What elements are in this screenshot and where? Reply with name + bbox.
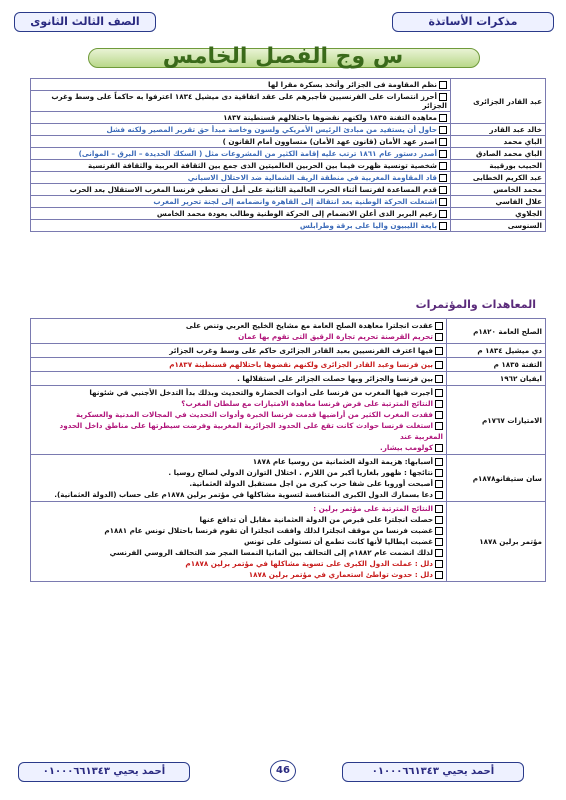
treaty-line bbox=[34, 467, 443, 478]
treaty-line-text: النتائج المترتبة على فرض فرنسا معاهدة الامتيازات مع سلطان المغرب؟ bbox=[181, 399, 433, 408]
figure-name: محمد الخامس bbox=[451, 184, 546, 196]
figure-row bbox=[31, 184, 546, 196]
checkbox-icon bbox=[435, 389, 443, 397]
treaty-line bbox=[34, 514, 443, 525]
figure-name: الجلاوي bbox=[451, 208, 546, 220]
treaty-row bbox=[31, 344, 546, 358]
figure-name: السنوسى bbox=[451, 220, 546, 232]
footer-left: أحمد يحيي ٠١٠٠٠٦٦١٣٤٣ bbox=[18, 762, 190, 782]
checkbox-icon bbox=[435, 333, 443, 341]
treaty-line bbox=[34, 456, 443, 467]
treaties-table bbox=[30, 318, 546, 582]
treaty-label: ايفيان ١٩٦٢ bbox=[447, 372, 546, 386]
figure-line: قاد المقاومة المغربية في منطقة الريف الشمالية ضد الاحتلال الاسباني bbox=[31, 172, 451, 184]
treaty-body bbox=[31, 358, 447, 372]
figure-line: اشتغلت الحركة الوطنية بعد انتقالة إلى القاهرة وانضمامه إلى لجنة تحرير المغرب bbox=[31, 196, 451, 208]
figure-row bbox=[31, 196, 546, 208]
figure-row bbox=[31, 148, 546, 160]
treaty-line-text: استغلت فرنسا حوادث كانت تقع على الحدود الجزائرية المغربية وفرضت سيطرتها على مناطق داخل الحدود المغربية عند bbox=[59, 421, 443, 441]
header-right-label: مذكرات الأساتذة bbox=[392, 12, 554, 32]
checkbox-icon bbox=[435, 322, 443, 330]
figure-row bbox=[31, 220, 546, 232]
figure-name: عبد الكريم الخطابى bbox=[451, 172, 546, 184]
figure-name: علال الفاسي bbox=[451, 196, 546, 208]
treaty-row bbox=[31, 319, 546, 344]
figure-line: زعيم البربر الذى أعلن الانضمام إلى الحركة الوطنية وطالب بعودة محمد الخامس bbox=[31, 208, 451, 220]
figure-line: قدم المساعدة لفرنسا أثناء الحرب العالمية الثانية على أمل أن تعطي فرنسا المغرب الاستقلال بعد الحرب bbox=[31, 184, 451, 196]
treaty-line-text: أجبرت فيها المغرب من فرنسا على أدوات الحضارة والتحديث وبذلك بدأ التدخل الأجنبي في شئونها bbox=[89, 388, 433, 397]
checkbox-icon bbox=[435, 422, 443, 430]
section-title-treaties: المعاهدات والمؤتمرات bbox=[415, 298, 536, 311]
treaty-body bbox=[31, 502, 447, 582]
treaty-label: سان ستيفانو١٨٧٨م bbox=[447, 455, 546, 502]
figure-name: عبد القادر الجزائرى bbox=[451, 79, 546, 124]
checkbox-icon bbox=[435, 411, 443, 419]
treaty-label: الصلح العامة ١٨٢٠م bbox=[447, 319, 546, 344]
treaty-line bbox=[34, 442, 443, 453]
treaty-line bbox=[34, 558, 443, 569]
figure-name: الباي محمد الصادق bbox=[451, 148, 546, 160]
treaty-line bbox=[34, 536, 443, 547]
treaty-row bbox=[31, 502, 546, 582]
treaty-body bbox=[31, 455, 447, 502]
header-left-label: الصف الثالث الثانوى bbox=[14, 12, 156, 32]
treaty-body bbox=[31, 319, 447, 344]
treaty-line-text: لذلك انضمت عام ١٨٨٢م إلى التحالف بين ألمانيا النمسا المجر ضد التحالف الروسي الفرنسي bbox=[109, 548, 433, 557]
checkbox-icon bbox=[439, 186, 447, 194]
checkbox-icon bbox=[439, 210, 447, 218]
treaty-row bbox=[31, 358, 546, 372]
figure-row bbox=[31, 124, 546, 136]
checkbox-icon bbox=[435, 571, 443, 579]
treaty-line bbox=[34, 331, 443, 342]
treaty-line bbox=[34, 320, 443, 331]
figure-line: اصدر عهد الأمان (قانون عهد الأمان) متساوون أمام القانون ) bbox=[31, 136, 451, 148]
checkbox-icon bbox=[435, 505, 443, 513]
treaty-row bbox=[31, 386, 546, 455]
checkbox-icon bbox=[439, 81, 447, 89]
figure-line: بايعة الليبيون واليا على برقة وطرابلس bbox=[31, 220, 451, 232]
treaty-line-text: غضبت فرنسا من موقف انجلترا لذلك وافقت انجلترا أن تقوم فرنسا باحتلال تونس عام ١٨٨١م bbox=[104, 526, 433, 535]
checkbox-icon bbox=[439, 162, 447, 170]
figure-row bbox=[31, 208, 546, 220]
checkbox-icon bbox=[435, 361, 443, 369]
checkbox-icon bbox=[435, 469, 443, 477]
checkbox-icon bbox=[439, 138, 447, 146]
checkbox-icon bbox=[439, 174, 447, 182]
treaty-line-text: أسبابها: هزيمة الدولة العثمانية من روسيا عام ١٨٧٨ bbox=[252, 457, 433, 466]
checkbox-icon bbox=[439, 198, 447, 206]
checkbox-icon bbox=[435, 560, 443, 568]
treaty-line-text: فيها اعترف الفرنسيين بعبد القادر الجزائرى حاكم على وسط وغرب الجزائر bbox=[169, 346, 433, 355]
treaty-line-text: النتائج المترتبة على مؤتمر برلين : bbox=[313, 504, 433, 513]
treaty-line bbox=[34, 569, 443, 580]
figure-line: أحرز انتصارات على الفرنسيين فأجبرهم على عقد اتفاقية دى ميشيل ١٨٣٤ اعترفوا به حاكماً على وسط وغرب الجزائر bbox=[31, 91, 451, 112]
treaty-label: دي ميشيل ١٨٣٤ م bbox=[447, 344, 546, 358]
treaty-line-text: فقدت المغرب الكثير من أراضيها قدمت فرنسا الخبرة وأدوات التحديث في المجالات المدنية والعسكرية bbox=[75, 410, 433, 419]
treaty-label: مؤتمر برلين ١٨٧٨ bbox=[447, 502, 546, 582]
checkbox-icon bbox=[435, 491, 443, 499]
treaty-line-text: تحريم القرصنة تحريم تجارة الرقيق التى تقوم بها عمان bbox=[238, 332, 433, 341]
checkbox-icon bbox=[439, 114, 447, 122]
figure-row bbox=[31, 172, 546, 184]
figure-line: حاول أن يستفيد من مبادئ الرئيس الأمريكي ولسون وخاصة مبدأ حق تقرير المصير ولكنه فشل bbox=[31, 124, 451, 136]
figure-line: أصدر دستور عام ١٨٦١ ترتب عليه إقامة الكثير من المشروعات مثل ( السكك الحديدة – البرق – الموانى) bbox=[31, 148, 451, 160]
treaty-line bbox=[34, 373, 443, 384]
treaty-line bbox=[34, 489, 443, 500]
treaty-line bbox=[34, 420, 443, 442]
checkbox-icon bbox=[435, 527, 443, 535]
checkbox-icon bbox=[439, 93, 447, 101]
treaty-line-text: كولومب بيشار. bbox=[380, 443, 433, 452]
checkbox-icon bbox=[435, 400, 443, 408]
figure-row bbox=[31, 136, 546, 148]
treaty-line bbox=[34, 398, 443, 409]
treaty-line-text: دلل : عملت الدول الكبرى على تسوية مشاكلها في مؤتمر برلين ١٨٧٨م bbox=[185, 559, 433, 568]
treaty-line-text: أصبحت أوروبا على شفا حرب كبرى من اجل مستقبل الدولة العثمانية. bbox=[189, 479, 433, 488]
figure-name: الحبيب بورقيبة bbox=[451, 160, 546, 172]
treaty-line-text: بين فرنسا وعبد القادر الجزائرى ولكنهم نقضوها باحتلالهم قسنطينة ١٨٣٧م bbox=[169, 360, 433, 369]
checkbox-icon bbox=[435, 458, 443, 466]
treaty-body bbox=[31, 344, 447, 358]
treaty-line-text: حصلت انجلترا على قبرص من الدولة العثمانية مقابل أن تدافع عنها bbox=[199, 515, 433, 524]
figures-table bbox=[30, 78, 546, 232]
page-number: 46 bbox=[270, 760, 296, 782]
treaty-row bbox=[31, 455, 546, 502]
treaty-line bbox=[34, 503, 443, 514]
treaty-line bbox=[34, 478, 443, 489]
treaty-line-text: غضبت ايطاليا لأنها كانت تطمع أن تستولى على تونس bbox=[243, 537, 433, 546]
treaty-line bbox=[34, 359, 443, 370]
checkbox-icon bbox=[435, 347, 443, 355]
figure-name: الباي محمد bbox=[451, 136, 546, 148]
treaty-line-text: بين فرنسا والجزائر وبها حصلت الجزائر على استقلالها . bbox=[237, 374, 433, 383]
checkbox-icon bbox=[435, 375, 443, 383]
figure-line: نظم المقاومة فى الجزائر وأتخذ بسكرة مقرا لها bbox=[31, 79, 451, 91]
checkbox-icon bbox=[439, 150, 447, 158]
treaty-label: التفنة ١٨٣٥ م bbox=[447, 358, 546, 372]
figure-line: معاهدة التفنة ١٨٣٥ ولكنهم نقضوها باحتلالهم قسنطينة ١٨٣٧ bbox=[31, 112, 451, 124]
treaty-line-text: نتائجها : ظهور بلغاريا أكبر من اللازم . اختلال التوازن الدولي لصالح روسيا . bbox=[168, 468, 433, 477]
figure-row bbox=[31, 79, 546, 91]
treaty-label: الامتيازات ١٧٦٧م bbox=[447, 386, 546, 455]
figure-line: شخصية تونسية ظهرت فيما بين الحربين العالميتين الذى جمع بين الثقافة العربية والثقافة الفرنسية bbox=[31, 160, 451, 172]
treaty-line bbox=[34, 525, 443, 536]
checkbox-icon bbox=[435, 516, 443, 524]
page-title: س وج الفصل الخامس bbox=[88, 40, 478, 74]
treaty-row bbox=[31, 372, 546, 386]
checkbox-icon bbox=[439, 126, 447, 134]
checkbox-icon bbox=[435, 444, 443, 452]
treaty-body bbox=[31, 386, 447, 455]
checkbox-icon bbox=[435, 480, 443, 488]
treaty-line bbox=[34, 345, 443, 356]
treaty-line bbox=[34, 547, 443, 558]
treaty-line-text: دلل : حدوث تواطئ استعماري في مؤتمر برلين ١٨٧٨ bbox=[248, 570, 433, 579]
checkbox-icon bbox=[439, 222, 447, 230]
treaty-body bbox=[31, 372, 447, 386]
checkbox-icon bbox=[435, 549, 443, 557]
checkbox-icon bbox=[435, 538, 443, 546]
treaty-line bbox=[34, 409, 443, 420]
footer-right: أحمد يحيي ٠١٠٠٠٦٦١٣٤٣ bbox=[342, 762, 524, 782]
figure-name: خالد عبد القادر bbox=[451, 124, 546, 136]
treaty-line-text: عقدت انجلترا معاهدة الصلح العامة مع مشايخ الخليج العربي وتنص على bbox=[185, 321, 433, 330]
figure-row bbox=[31, 160, 546, 172]
treaty-line-text: دعا بسمارك الدول الكبرى المتنافسة لتسوية مشاكلها في مؤتمر برلين ١٨٧٨م على حساب (الدولة العثمانية). bbox=[54, 490, 433, 499]
treaty-line bbox=[34, 387, 443, 398]
